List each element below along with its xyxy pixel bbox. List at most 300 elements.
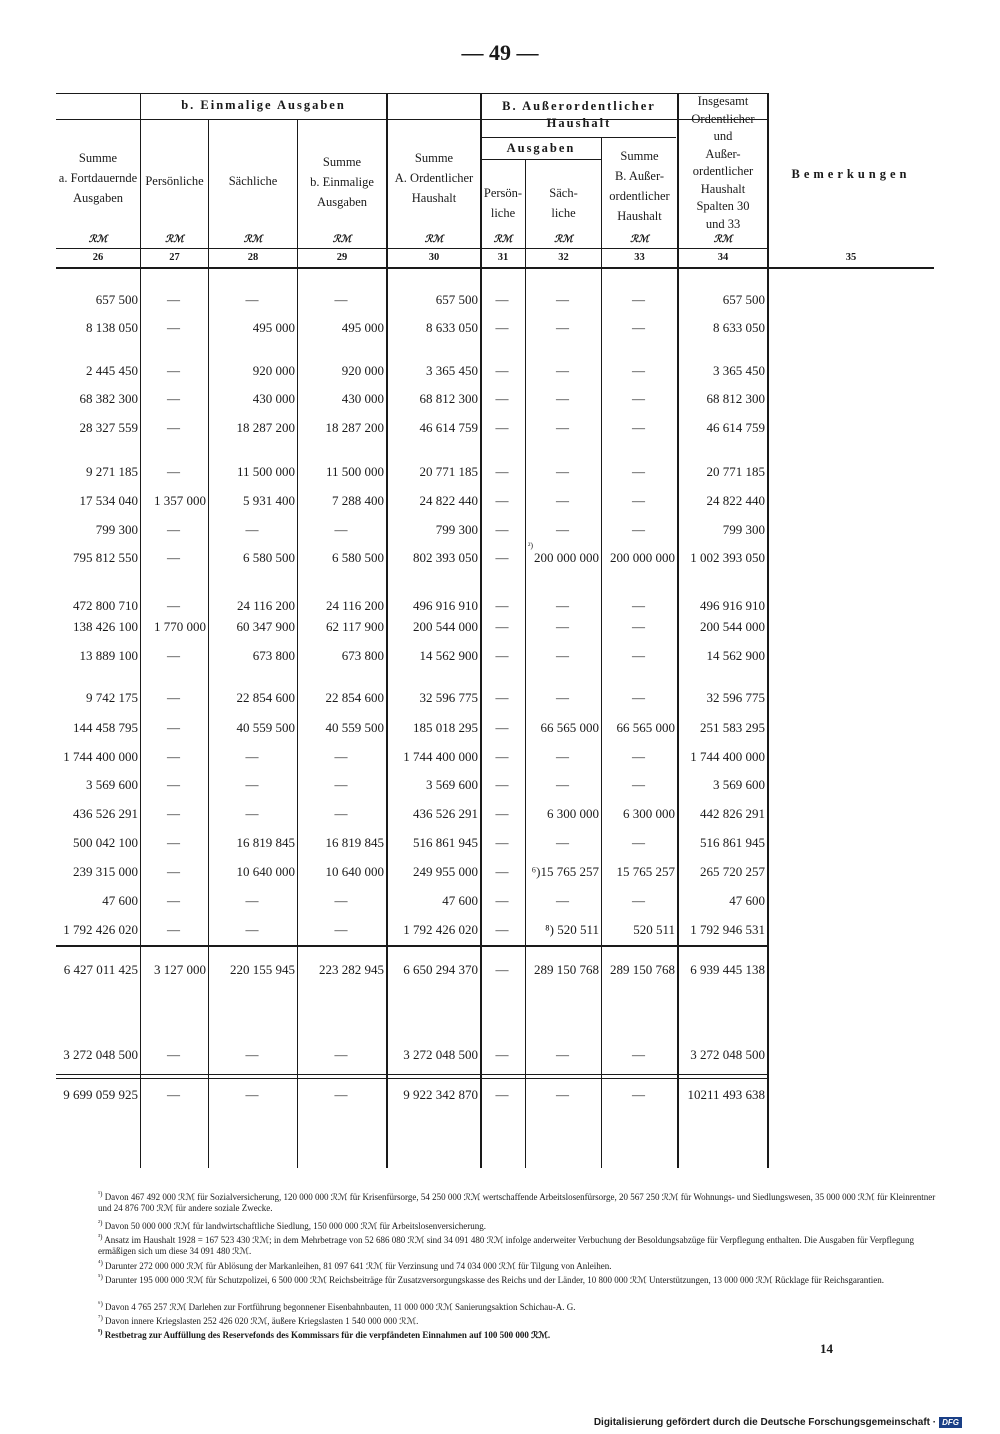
cell-c27: — — [167, 391, 180, 406]
cell-c34: 516 861 945 — [700, 835, 765, 850]
cell-c33: 200 000 000 — [610, 550, 675, 565]
cell-c29: — — [334, 749, 348, 764]
cell-c28: — — [245, 1047, 259, 1062]
cell-c32: 289 150 768 — [534, 962, 599, 977]
header-c31-line: liche — [490, 206, 516, 220]
col-rule-27 — [208, 119, 209, 1168]
cell-c28: — — [245, 777, 259, 792]
cell-c26: 799 300 — [95, 522, 138, 537]
cell-c30: 799 300 — [435, 522, 478, 537]
cell-c30: 1 744 400 000 — [403, 749, 478, 764]
grand-total-rule-2 — [56, 1078, 768, 1079]
cell-c32: — — [556, 1047, 569, 1062]
cell-c28: 495 000 — [252, 320, 295, 335]
header-c26-line: Ausgaben — [73, 191, 123, 205]
header-c35-line: Bemerkungen — [791, 167, 911, 181]
cell-c29: — — [334, 1087, 348, 1102]
cell-c33: — — [632, 1047, 645, 1062]
cell-c27: 1 770 000 — [154, 619, 206, 634]
cell-c30: 9 922 342 870 — [403, 1087, 478, 1102]
footnote-ref: ²) — [528, 541, 534, 550]
cell-c31: — — [495, 749, 509, 764]
cell-c29: 430 000 — [341, 391, 384, 406]
header-c29-line: Ausgaben — [317, 195, 367, 209]
colnum-33: 33 — [634, 252, 645, 263]
cell-c31: — — [495, 363, 509, 378]
header-c34-line: Haushalt — [700, 181, 746, 196]
colnum-28: 28 — [247, 252, 259, 263]
colnum-rule — [56, 267, 934, 269]
cell-c27: — — [167, 777, 180, 792]
table-top-rule — [56, 93, 768, 94]
cell-c29: 6 580 500 — [332, 550, 384, 565]
cell-c30: 20 771 185 — [419, 464, 478, 479]
total-rule — [56, 945, 768, 947]
cell-c26: 17 534 040 — [79, 493, 138, 508]
cell-c34: 14 562 900 — [706, 648, 765, 663]
footnote-text: Davon 4 765 257 ℛℳ Darlehen zur Fortführung begonnener Eisenbahnbauten, 11 000 000 ℛℳ Sanierungsaktion Schichau-A. G. — [105, 1302, 576, 1312]
cell-c33: — — [632, 690, 645, 705]
cell-c29: 495 000 — [341, 320, 384, 335]
cell-c31: — — [495, 619, 509, 634]
footnote-4 — [98, 1258, 940, 1272]
cell-c30: 436 526 291 — [413, 806, 478, 821]
cell-c34: 251 583 295 — [700, 720, 765, 735]
cell-c29: — — [334, 806, 348, 821]
footnote-5 — [98, 1272, 940, 1286]
cell-c32: — — [556, 522, 569, 537]
cell-c33: — — [632, 493, 645, 508]
colnum-26: 26 — [92, 252, 104, 263]
header-c34-line: und 33 — [705, 216, 741, 231]
header-c34 — [679, 93, 767, 233]
cell-c28: 673 800 — [252, 648, 295, 663]
header-c30 — [388, 148, 480, 208]
cell-c32: — — [556, 777, 569, 792]
cell-c34: 1 792 946 531 — [690, 922, 765, 937]
cell-c30: 14 562 900 — [419, 648, 478, 663]
cell-c33: — — [632, 749, 645, 764]
cell-c31: — — [495, 420, 509, 435]
cell-c26: 2 445 450 — [86, 363, 138, 378]
header-c26 — [56, 148, 140, 208]
cell-c30: 3 569 600 — [426, 777, 478, 792]
cell-c26: 795 812 550 — [73, 550, 138, 565]
cell-c27: — — [167, 922, 180, 937]
footnote-mark: ⁸) — [98, 1328, 103, 1336]
cell-c30: 802 393 050 — [413, 550, 478, 565]
cell-c32: ⁶)15 765 257 — [531, 864, 599, 879]
cell-c31: — — [495, 1047, 509, 1062]
cell-c29: 18 287 200 — [325, 420, 384, 435]
cell-c34: 6 939 445 138 — [690, 962, 765, 977]
unit-c27: ℛℳ — [165, 234, 184, 245]
cell-c26: 68 382 300 — [79, 391, 138, 406]
cell-c31: — — [495, 962, 509, 977]
cell-c26: 6 427 011 425 — [63, 962, 138, 977]
footnote-text: Restbetrag zur Auffüllung des Reservefonds des Kommissars für die verpfändeten Einnahmen auf 100 500 000 ℛℳ. — [104, 1330, 551, 1340]
cell-c27: — — [167, 835, 180, 850]
cell-c33: — — [632, 522, 645, 537]
cell-c29: — — [334, 893, 348, 908]
header-c30-line: Summe — [414, 151, 454, 165]
cell-c26: 500 042 100 — [73, 835, 138, 850]
colnum-30: 30 — [428, 252, 440, 263]
unit-c29: ℛℳ — [332, 234, 352, 245]
cell-c33: 520 511 — [633, 922, 675, 937]
cell-c28: 40 559 500 — [236, 720, 295, 735]
cell-c27: — — [167, 720, 180, 735]
cell-c30: 496 916 910 — [413, 598, 478, 613]
cell-c31: — — [495, 835, 509, 850]
cell-c26: 472 800 710 — [73, 598, 138, 613]
cell-c33: — — [632, 893, 645, 908]
colnum-29: 29 — [336, 252, 348, 263]
header-c27-line: Persönliche — [145, 174, 204, 188]
cell-c30: 249 955 000 — [413, 864, 478, 879]
cell-c26: 144 458 795 — [73, 720, 138, 735]
cell-c34: 32 596 775 — [706, 690, 765, 705]
cell-c34: 8 633 050 — [713, 320, 765, 335]
cell-c31: — — [495, 806, 509, 821]
cell-c34: 3 365 450 — [713, 363, 765, 378]
footnote-text: Davon 50 000 000 ℛℳ für landwirtschaftliche Siedlung, 150 000 000 ℛℳ für Arbeitslosenversicherung. — [104, 1221, 486, 1231]
header-c27 — [141, 171, 208, 191]
cell-c29: — — [334, 1047, 348, 1062]
cell-c28: 60 347 900 — [236, 619, 295, 634]
cell-c34: 3 272 048 500 — [690, 1047, 765, 1062]
cell-c27: 3 127 000 — [154, 962, 206, 977]
cell-c34: 46 614 759 — [706, 420, 765, 435]
cell-c31: — — [495, 320, 509, 335]
header-B-line2: Haushalt — [546, 116, 612, 130]
unit-c28: ℛℳ — [243, 234, 263, 245]
cell-c26: 9 742 175 — [86, 690, 138, 705]
cell-c30: 200 544 000 — [413, 619, 478, 634]
cell-c30: 516 861 945 — [413, 835, 478, 850]
header-c33-line: Summe — [620, 149, 659, 163]
cell-c32: 6 300 000 — [547, 806, 599, 821]
cell-c30: 657 500 — [435, 292, 478, 307]
cell-c29: 7 288 400 — [332, 493, 384, 508]
footnote-1 — [98, 1189, 940, 1214]
cell-c27: — — [167, 464, 180, 479]
cell-c28: 22 854 600 — [236, 690, 295, 705]
cell-c30: 24 822 440 — [419, 493, 478, 508]
cell-c32: — — [556, 749, 569, 764]
cell-c33: 289 150 768 — [610, 962, 675, 977]
cell-c32: 200 000 000 — [534, 550, 599, 565]
cell-c26: 9 271 185 — [86, 464, 138, 479]
cell-c31: — — [495, 493, 509, 508]
unit-c34: ℛℳ — [713, 234, 733, 245]
cell-c31: — — [495, 648, 509, 663]
cell-c26: 657 500 — [95, 292, 138, 307]
cell-c27: — — [167, 690, 180, 705]
cell-c34: 10211 493 638 — [687, 1087, 765, 1102]
ausgaben-sub-rule — [481, 159, 601, 160]
cell-c27: — — [167, 420, 180, 435]
header-c26-line: a. Fortdauernde — [58, 171, 138, 185]
cell-c34: 496 916 910 — [700, 598, 765, 613]
cell-c30: 6 650 294 370 — [403, 962, 478, 977]
cell-c29: — — [334, 522, 348, 537]
cell-c30: 8 633 050 — [426, 320, 478, 335]
header-c32-line: liche — [551, 206, 576, 220]
cell-c29: 22 854 600 — [325, 690, 384, 705]
cell-c31: — — [495, 777, 509, 792]
header-c34-line: ordentlicher — [692, 164, 754, 178]
cell-c30: 3 272 048 500 — [403, 1047, 478, 1062]
cell-c32: — — [556, 893, 569, 908]
header-c34-line: Ordentlicher — [691, 111, 755, 126]
header-c32 — [526, 183, 601, 223]
credit-text: Digitalisierung gefördert durch die Deutsche Forschungsgemeinschaft · — [593, 1417, 937, 1428]
footnote-text: Davon innere Kriegslasten 252 426 020 ℛℳ, äußere Kriegslasten 1 540 000 000 ℛℳ. — [105, 1316, 419, 1326]
cell-c33: — — [632, 835, 645, 850]
cell-c28: — — [245, 1087, 259, 1102]
cell-c31: — — [495, 391, 509, 406]
footnote-mark: ⁷) — [98, 1314, 103, 1322]
cell-c34: 1 002 393 050 — [690, 550, 765, 565]
cell-c34: 20 771 185 — [706, 464, 765, 479]
header-c30-line: Haushalt — [411, 191, 457, 205]
cell-c34: 799 300 — [722, 522, 765, 537]
cell-c27: — — [167, 749, 180, 764]
cell-c26: 3 569 600 — [86, 777, 138, 792]
unit-c31: ℛℳ — [493, 234, 513, 245]
cell-c29: 40 559 500 — [325, 720, 384, 735]
footnote-mark: ³) — [98, 1233, 103, 1241]
unit-c32: ℛℳ — [554, 234, 573, 245]
cell-c29: 24 116 200 — [325, 598, 384, 613]
cell-c33: — — [632, 391, 645, 406]
cell-c31: — — [495, 1087, 509, 1102]
cell-c28: 5 931 400 — [243, 493, 295, 508]
cell-c27: — — [167, 598, 180, 613]
cell-c28: — — [245, 922, 259, 937]
cell-c30: 68 812 300 — [419, 391, 478, 406]
cell-c27: 1 357 000 — [154, 493, 206, 508]
header-c28-line: Sächliche — [228, 174, 278, 188]
cell-c26: 1 744 400 000 — [63, 749, 138, 764]
header-c28 — [209, 171, 297, 191]
grand-total-rule-1 — [56, 1074, 768, 1075]
cell-c31: — — [495, 864, 509, 879]
header-c29-line: b. Einmalige — [310, 175, 374, 189]
cell-c28: 18 287 200 — [236, 420, 295, 435]
header-c34-line: und — [713, 129, 733, 143]
footnote-text: Ansatz im Haushalt 1928 = 167 523 430 ℛℳ; in dem Mehrbetrage von 52 686 080 ℛℳ sind 34 091 480 ℛℳ infolge anderweiter Verbuchung der Besoldungsabzüge für Verpflegung enthalten. Die Ausgaben für Verpflegung ermäßigen sich um diese 34 091 480 ℛℳ. — [98, 1235, 915, 1256]
cell-c33: — — [632, 464, 645, 479]
header-c29 — [298, 152, 386, 212]
cell-c26: 3 272 048 500 — [63, 1047, 138, 1062]
cell-c28: 11 500 000 — [236, 464, 295, 479]
cell-c31: — — [495, 720, 509, 735]
footnote-3 — [98, 1232, 940, 1257]
cell-c27: — — [167, 1047, 180, 1062]
cell-c26: 8 138 050 — [86, 320, 138, 335]
cell-c28: 430 000 — [252, 391, 295, 406]
cell-c31: — — [495, 464, 509, 479]
footnote-text: Darunter 272 000 000 ℛℳ für Ablösung der Markanleihen, 81 097 641 ℛℳ für Verzinsung und 74 034 000 ℛℳ für Tilgung von Anleihen. — [105, 1261, 612, 1271]
footnote-mark: ⁶) — [98, 1300, 103, 1308]
cell-c26: 239 315 000 — [73, 864, 138, 879]
unit-c26: ℛℳ — [88, 234, 108, 245]
unit-rule — [56, 248, 768, 249]
cell-c29: 62 117 900 — [325, 619, 384, 634]
cell-c32: — — [556, 320, 569, 335]
colnum-31: 31 — [497, 252, 509, 263]
cell-c32: — — [556, 493, 569, 508]
cell-c28: — — [245, 522, 259, 537]
cell-c32: — — [556, 1087, 569, 1102]
cell-c29: 10 640 000 — [325, 864, 384, 879]
cell-c32: — — [556, 648, 569, 663]
cell-c29: 11 500 000 — [325, 464, 384, 479]
footnote-mark: ⁵) — [98, 1273, 103, 1281]
cell-c30: 1 792 426 020 — [403, 922, 478, 937]
header-c34-line: Außer- — [705, 146, 741, 161]
cell-c32: — — [556, 292, 569, 307]
header-c34-line: Spalten 30 — [696, 199, 750, 213]
cell-c33: 6 300 000 — [623, 806, 675, 821]
cell-c28: — — [245, 749, 259, 764]
header-c30-line: A. Ordentlicher — [394, 171, 474, 185]
cell-c32: ⁸) 520 511 — [545, 922, 599, 937]
footer-page-number: 14 — [820, 1341, 833, 1356]
header-b-einmalige: b. Einmalige Ausgaben — [181, 98, 346, 112]
cell-c33: 66 565 000 — [616, 720, 675, 735]
header-c31 — [481, 183, 525, 223]
header-c33-line: ordentlicher — [609, 189, 670, 203]
cell-c29: — — [334, 922, 348, 937]
cell-c28: 920 000 — [252, 363, 295, 378]
cell-c34: 200 544 000 — [700, 619, 765, 634]
cell-c34: 3 569 600 — [713, 777, 765, 792]
cell-c32: — — [556, 690, 569, 705]
footnote-2 — [98, 1218, 940, 1232]
cell-c33: — — [632, 292, 645, 307]
cell-c28: — — [245, 806, 259, 821]
cell-c28: 6 580 500 — [243, 550, 295, 565]
cell-c33: 15 765 257 — [616, 864, 675, 879]
cell-c28: 220 155 945 — [230, 962, 295, 977]
cell-c29: 223 282 945 — [319, 962, 384, 977]
colnum-34: 34 — [717, 252, 729, 263]
cell-c34: 1 744 400 000 — [690, 749, 765, 764]
header-ausgaben: Ausgaben — [506, 141, 576, 155]
cell-c27: — — [167, 1087, 180, 1102]
header-c34-line: Insgesamt — [697, 94, 749, 108]
cell-c32: — — [556, 598, 569, 613]
cell-c27: — — [167, 806, 180, 821]
cell-c27: — — [167, 363, 180, 378]
header-c33-line: B. Außer- — [614, 169, 665, 183]
cell-c30: 32 596 775 — [419, 690, 478, 705]
cell-c32: 66 565 000 — [540, 720, 599, 735]
cell-c30: 185 018 295 — [413, 720, 478, 735]
cell-c27: — — [167, 522, 180, 537]
header-B-line1: B. Außerordentlicher — [502, 99, 656, 113]
cell-c34: 657 500 — [722, 292, 765, 307]
cell-c31: — — [495, 522, 509, 537]
cell-c27: — — [167, 320, 180, 335]
cell-c27: — — [167, 550, 180, 565]
cell-c30: 46 614 759 — [419, 420, 478, 435]
cell-c28: 24 116 200 — [236, 598, 295, 613]
cell-c28: 10 640 000 — [236, 864, 295, 879]
footnote-8 — [98, 1327, 940, 1341]
cell-c31: — — [495, 893, 509, 908]
cell-c30: 47 600 — [442, 893, 478, 908]
footnote-7 — [98, 1313, 940, 1327]
cell-c33: — — [632, 648, 645, 663]
footnote-mark: ¹) — [98, 1190, 103, 1198]
footnote-text: Darunter 195 000 000 ℛℳ für Schutzpolizei, 6 500 000 ℛℳ Reichsbeiträge für Zusatzversorgungskasse des Reichs und der Länder, 10 800 000 ℛℳ Unterstützungen, 13 000 000 ℛℳ Rücklage für Reichsgarantien. — [105, 1275, 885, 1285]
cell-c28: — — [245, 893, 259, 908]
colnum-27: 27 — [169, 252, 180, 263]
unit-c30: ℛℳ — [424, 234, 444, 245]
cell-c31: — — [495, 922, 509, 937]
cell-c29: 673 800 — [341, 648, 384, 663]
colnum-32: 32 — [558, 252, 569, 263]
cell-c27: — — [167, 648, 180, 663]
footnote-text: Davon 467 492 000 ℛℳ für Sozialversicherung, 120 000 000 ℛℳ für Krisenfürsorge, 54 250 000 ℛℳ wertschaffende Arbeitslosenfürsorge, 20 567 250 ℛℳ für Wohnungs- und Siedlungswesen, 35 000 000 ℛℳ für Kleinrentner und 24 876 700 ℛℳ für andere soziale Zwecke. — [98, 1192, 936, 1213]
footnote-6 — [98, 1299, 940, 1313]
cell-c27: — — [167, 864, 180, 879]
cell-c34: 24 822 440 — [706, 493, 765, 508]
cell-c28: 16 819 845 — [236, 835, 295, 850]
digitization-credit — [594, 1417, 962, 1428]
unit-c33: ℛℳ — [630, 234, 649, 245]
cell-c34: 68 812 300 — [706, 391, 765, 406]
cell-c29: 920 000 — [341, 363, 384, 378]
cell-c32: — — [556, 464, 569, 479]
cell-c34: 265 720 257 — [700, 864, 765, 879]
page-number: — 49 — — [461, 40, 539, 65]
cell-c26: 1 792 426 020 — [63, 922, 138, 937]
cell-c26: 28 327 559 — [79, 420, 138, 435]
header-c33-line: Haushalt — [617, 209, 662, 223]
cell-c29: — — [334, 777, 348, 792]
cell-c33: — — [632, 1087, 645, 1102]
cell-c33: — — [632, 320, 645, 335]
cell-c28: — — [245, 292, 259, 307]
cell-c32: — — [556, 619, 569, 634]
header-c29-line: Summe — [322, 155, 362, 169]
footnote-mark: ²) — [98, 1219, 103, 1227]
cell-c33: — — [632, 598, 645, 613]
dfg-logo-icon: DFG — [939, 1417, 962, 1428]
header-c33 — [602, 146, 677, 226]
cell-c27: — — [167, 893, 180, 908]
cell-c33: — — [632, 420, 645, 435]
cell-c34: 442 826 291 — [700, 806, 765, 821]
cell-c30: 3 365 450 — [426, 363, 478, 378]
cell-c33: — — [632, 619, 645, 634]
cell-c33: — — [632, 363, 645, 378]
colnum-35: 35 — [845, 252, 857, 263]
cell-c29: — — [334, 292, 348, 307]
cell-c32: — — [556, 835, 569, 850]
cell-c31: — — [495, 598, 509, 613]
cell-c29: 16 819 845 — [325, 835, 384, 850]
cell-c33: — — [632, 777, 645, 792]
cell-c26: 47 600 — [102, 893, 138, 908]
cell-c32: — — [556, 391, 569, 406]
cell-c32: — — [556, 363, 569, 378]
